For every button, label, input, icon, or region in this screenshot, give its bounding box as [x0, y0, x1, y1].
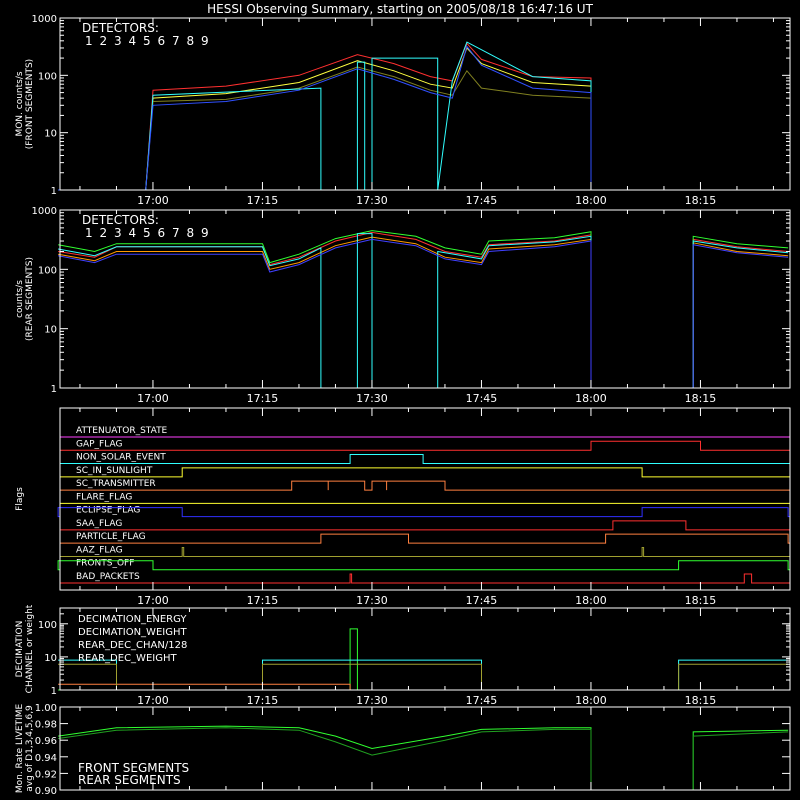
rear-panel-y-label: counts/s: [15, 280, 25, 318]
livetime-panel-y-label: Mon. Rate LIVETIME: [15, 703, 25, 794]
front-panel-x-tick-label: 17:30: [356, 194, 388, 207]
front-panel-legend-entry: 9: [201, 34, 209, 48]
flags-panel-y-label: Flags: [15, 487, 25, 511]
flags-panel-x-tick-label: 17:30: [356, 594, 388, 607]
livetime-panel-y-tick-label: 0.94: [34, 752, 57, 764]
decimation-panel-legend-entry: DECIMATION_WEIGHT: [78, 627, 187, 638]
front-panel-x-tick-label: 17:45: [465, 194, 498, 207]
front-panel-legend-entry: 3: [114, 34, 122, 48]
front-panel-x-tick-label: 18:15: [684, 194, 717, 207]
flags-panel-x-tick-label: 18:15: [684, 594, 717, 607]
livetime-panel-y-tick-label: 0.92: [34, 769, 57, 781]
front-panel-x-tick-label: 17:15: [246, 194, 279, 207]
front-panel-x-tick-label: 17:00: [137, 194, 169, 207]
flag-label: PARTICLE_FLAG: [76, 532, 146, 543]
flag-label: SC_TRANSMITTER: [76, 479, 156, 490]
flag-label: SC_IN_SUNLIGHT: [76, 465, 153, 476]
front-panel-legend-entry: 1: [85, 34, 93, 48]
decimation-panel-x-tick-label: 18:00: [575, 694, 607, 707]
livetime-panel-y-tick-label: 0.96: [34, 736, 57, 748]
decimation-panel-x-tick-label: 17:30: [356, 694, 388, 707]
decimation-panel-y-tick-label: 10: [44, 652, 57, 664]
flag-label: ECLIPSE_FLAG: [76, 505, 141, 516]
livetime-panel-y-label: avg of D1,3,4,5,6,9: [25, 705, 35, 792]
front-panel-y-tick-label: 1000: [31, 14, 57, 25]
rear-panel-legend-entry: 8: [186, 226, 195, 240]
rear-panel-x-tick-label: 18:15: [684, 392, 717, 405]
decimation-panel-x-tick-label: 17:45: [465, 694, 498, 707]
rear-panel-x-tick-label: 18:00: [575, 392, 607, 405]
rear-panel-x-tick-label: 17:30: [356, 392, 388, 405]
rear-panel-legend-title: DETECTORS:: [82, 213, 159, 227]
decimation-panel-legend-entry: REAR_DEC_WEIGHT: [78, 653, 177, 664]
livetime-panel-y-tick-label: 0.98: [34, 719, 57, 731]
front-panel-y-label: MON. counts/s: [15, 71, 25, 137]
rear-panel-legend-entry: 6: [157, 226, 166, 240]
rear-panel-y-label: (REAR SEGMENTS): [25, 256, 35, 342]
rear-panel-legend-entry: 4: [128, 226, 137, 240]
front-panel-legend-entry: 7: [172, 34, 180, 48]
figure-title: HESSI Observing Summary, starting on 2005/08/18 16:47:16 UT: [207, 2, 593, 16]
front-panel-legend-title: DETECTORS:: [82, 21, 159, 35]
rear-panel-x-tick-label: 17:45: [465, 392, 498, 405]
rear-panel-x-tick-label: 17:15: [246, 392, 279, 405]
rear-panel-legend-entry: 1: [85, 226, 93, 240]
rear-panel-legend-entry: 3: [114, 226, 122, 240]
decimation-panel-y-tick-label: 100: [37, 619, 57, 631]
flag-label: NON_SOLAR_EVENT: [76, 452, 166, 463]
livetime-panel-legend-entry: REAR SEGMENTS: [78, 773, 181, 787]
decimation-panel-y-tick-label: 1: [50, 686, 57, 697]
flag-label: GAP_FLAG: [76, 439, 123, 450]
rear-panel-legend-entry: 2: [99, 226, 108, 240]
front-panel-legend-entry: 2: [99, 34, 108, 48]
front-panel-x-tick-label: 18:00: [575, 194, 607, 207]
front-panel-legend-entry: 5: [143, 34, 151, 48]
flags-panel-x-tick-label: 17:00: [137, 594, 169, 607]
front-panel-y-label: (FRONT SEGMENTS): [25, 58, 35, 150]
flag-label: FRONTS_OFF: [76, 558, 135, 569]
flags-panel-x-tick-label: 17:15: [246, 594, 279, 607]
front-panel-legend-entry: 6: [157, 34, 166, 48]
flag-label: ATTENUATOR_STATE: [76, 426, 168, 436]
front-panel-y-tick-label: 1: [50, 186, 57, 197]
front-panel-y-tick-label: 10: [44, 128, 57, 140]
decimation-panel-y-label: CHANNEL or weight: [25, 604, 35, 694]
decimation-panel-legend-entry: DECIMATION_ENERGY: [78, 614, 187, 625]
rear-panel-y-tick-label: 100: [37, 265, 57, 277]
livetime-panel-legend-entry: FRONT SEGMENTS: [78, 761, 190, 775]
front-panel-legend-entry: 8: [186, 34, 195, 48]
rear-panel-y-tick-label: 10: [44, 324, 57, 336]
decimation-panel-x-tick-label: 17:00: [137, 694, 169, 707]
flag-label: SAA_FLAG: [76, 518, 123, 529]
rear-panel-legend-entry: 9: [201, 226, 209, 240]
livetime-panel-y-tick-label: 1.00: [34, 703, 57, 714]
rear-panel-legend-entry: 5: [143, 226, 151, 240]
flags-panel-x-tick-label: 18:00: [575, 594, 607, 607]
flags-panel-x-tick-label: 17:45: [465, 594, 498, 607]
rear-panel-x-tick-label: 17:00: [137, 392, 169, 405]
rear-panel-y-tick-label: 1000: [31, 206, 57, 217]
flag-label: FLARE_FLAG: [76, 492, 133, 503]
rear-panel-legend-entry: 7: [172, 226, 180, 240]
rear-panel-y-tick-label: 1: [50, 384, 57, 395]
front-panel-legend-entry: 4: [128, 34, 137, 48]
flag-label: AAZ_FLAG: [76, 545, 123, 556]
front-panel-y-tick-label: 100: [37, 71, 57, 83]
flag-label: BAD_PACKETS: [76, 572, 140, 582]
decimation-panel-y-label: DECIMATION: [15, 620, 25, 678]
decimation-panel-legend-entry: REAR_DEC_CHAN/128: [78, 640, 188, 651]
decimation-panel-x-tick-label: 18:15: [684, 694, 717, 707]
decimation-panel-x-tick-label: 17:15: [246, 694, 279, 707]
livetime-panel-y-tick-label: 0.90: [34, 786, 57, 797]
